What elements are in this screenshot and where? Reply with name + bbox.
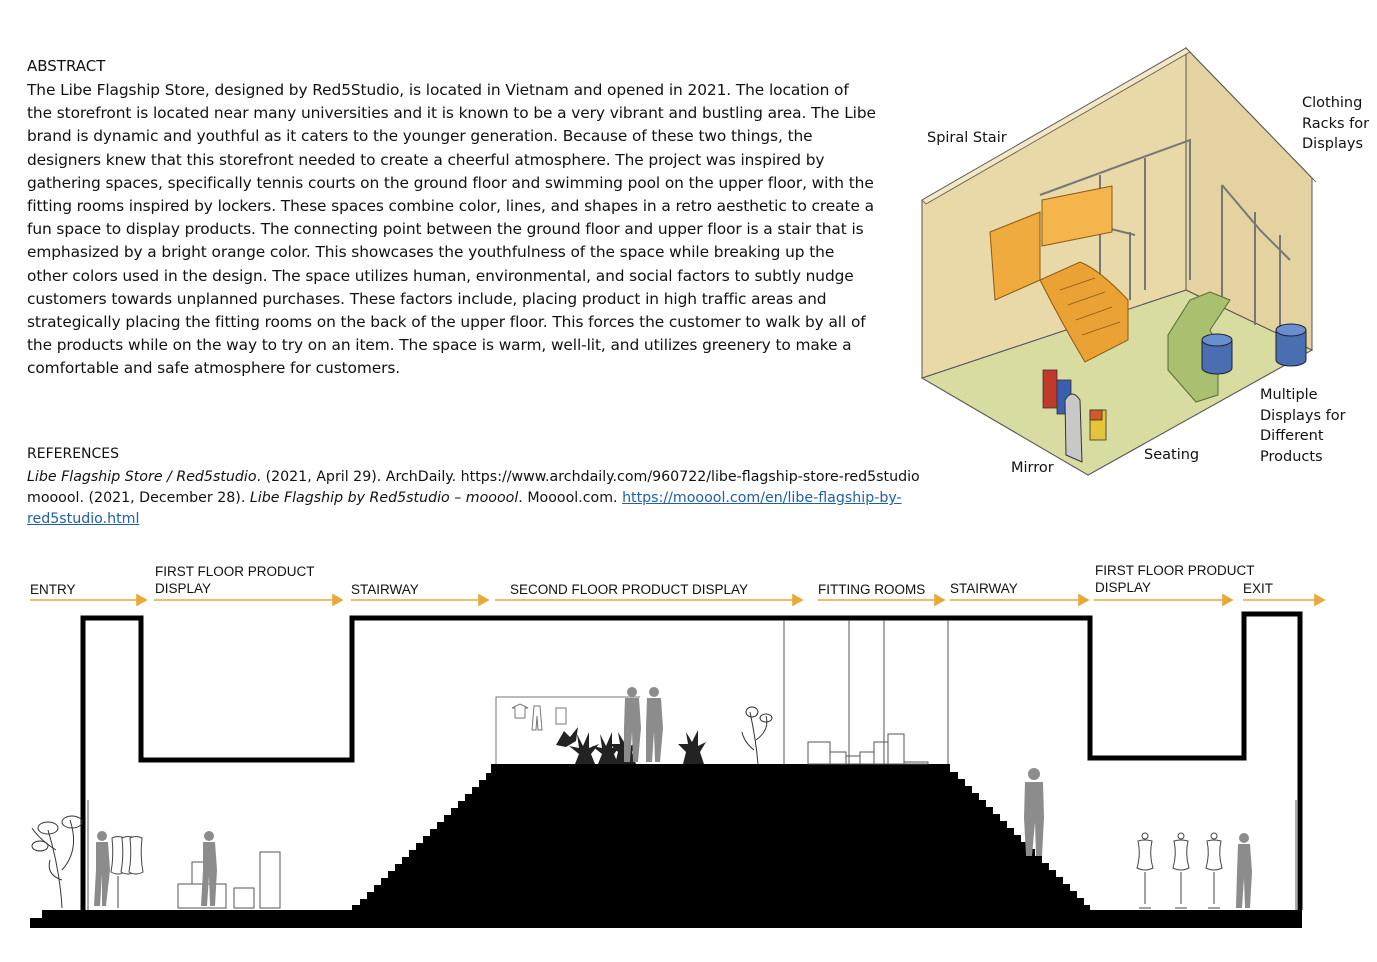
journey-first-floor-display-1: FIRST FLOOR PRODUCT	[155, 564, 315, 579]
label-mirror: Mirror	[1011, 460, 1054, 476]
journey-first-floor-display-2-line2: DISPLAY	[1095, 580, 1152, 595]
reference-2-source: . Mooool.com.	[518, 490, 623, 506]
upper-display-boxes	[808, 734, 928, 764]
reference-2-title: Libe Flagship by Red5studio – mooool	[249, 490, 519, 506]
reference-1-title: Libe Flagship Store / Red5studio	[27, 469, 257, 485]
label-seating: Seating	[1144, 447, 1200, 463]
abstract-body: The Libe Flagship Store, designed by Red5Studio, is located in Vietnam and opened in 2021. The location of the storefront is located near many universities and it is known to be a very vibrant and bustling area. The Libe brand is dynamic and youthful as it caters to the younger generation. Because of these two things, the designers knew that this storefront needed to create a cheerful atmosphere. The project was inspired by gathering spaces, specifically tennis courts on the ground floor and swimming pool on the upper floor, with the fitting rooms inspired by lockers. These spaces combine color, lines, and shapes in a retro aesthetic to create a fun space to display products. The connecting point between the ground floor and upper floor is a stair that is emphasized by a bright orange color. This showcases the youthfulness of the space while breaking up the other colors used in the design. The space utilizes human, environmental, and social factors to subtly nudge customers towards unplanned purchases. These factors include, placing product in high traffic areas and strategically placing the fitting rooms on the back of the upper floor. This forces the customer to walk by all of the products while on the way to try on an item. The space is warm, well-lit, and utilizes greenery to make a comfortable and safe atmosphere for customers.	[27, 81, 876, 378]
reference-1-details: . (2021, April 29). ArchDaily. https://www.archdaily.com/960722/libe-flagship-store-red5studio	[256, 469, 920, 485]
label-clothing-racks: Clothing Racks for Displays	[1302, 95, 1370, 153]
abstract-heading: ABSTRACT	[27, 57, 106, 75]
journey-stairway-1: STAIRWAY	[351, 582, 419, 597]
journey-fitting-rooms: FITTING ROOMS	[818, 582, 926, 597]
journey-stairway-2: STAIRWAY	[950, 581, 1018, 596]
label-multiple-displays: Multiple Displays for Different Products	[1260, 387, 1346, 466]
ground-slab	[30, 910, 1302, 928]
journey-first-floor-display-1-line2: DISPLAY	[155, 581, 212, 596]
lower-display-boxes	[178, 852, 280, 908]
journey-entry: ENTRY	[30, 582, 76, 597]
label-spiral-stair: Spiral Stair	[927, 130, 1007, 146]
references-heading: REFERENCES	[27, 446, 120, 462]
reference-2-link[interactable]: https://mooool.com/en/libe-flagship-by-red5studio.html	[27, 490, 902, 527]
reference-2-author: mooool. (2021, December 28).	[27, 490, 250, 506]
journey-first-floor-display-2: FIRST FLOOR PRODUCT	[1095, 563, 1255, 578]
stair-mound	[352, 764, 1090, 910]
journey-second-floor-display: SECOND FLOOR PRODUCT DISPLAY	[510, 582, 749, 597]
journey-exit: EXIT	[1243, 581, 1274, 596]
